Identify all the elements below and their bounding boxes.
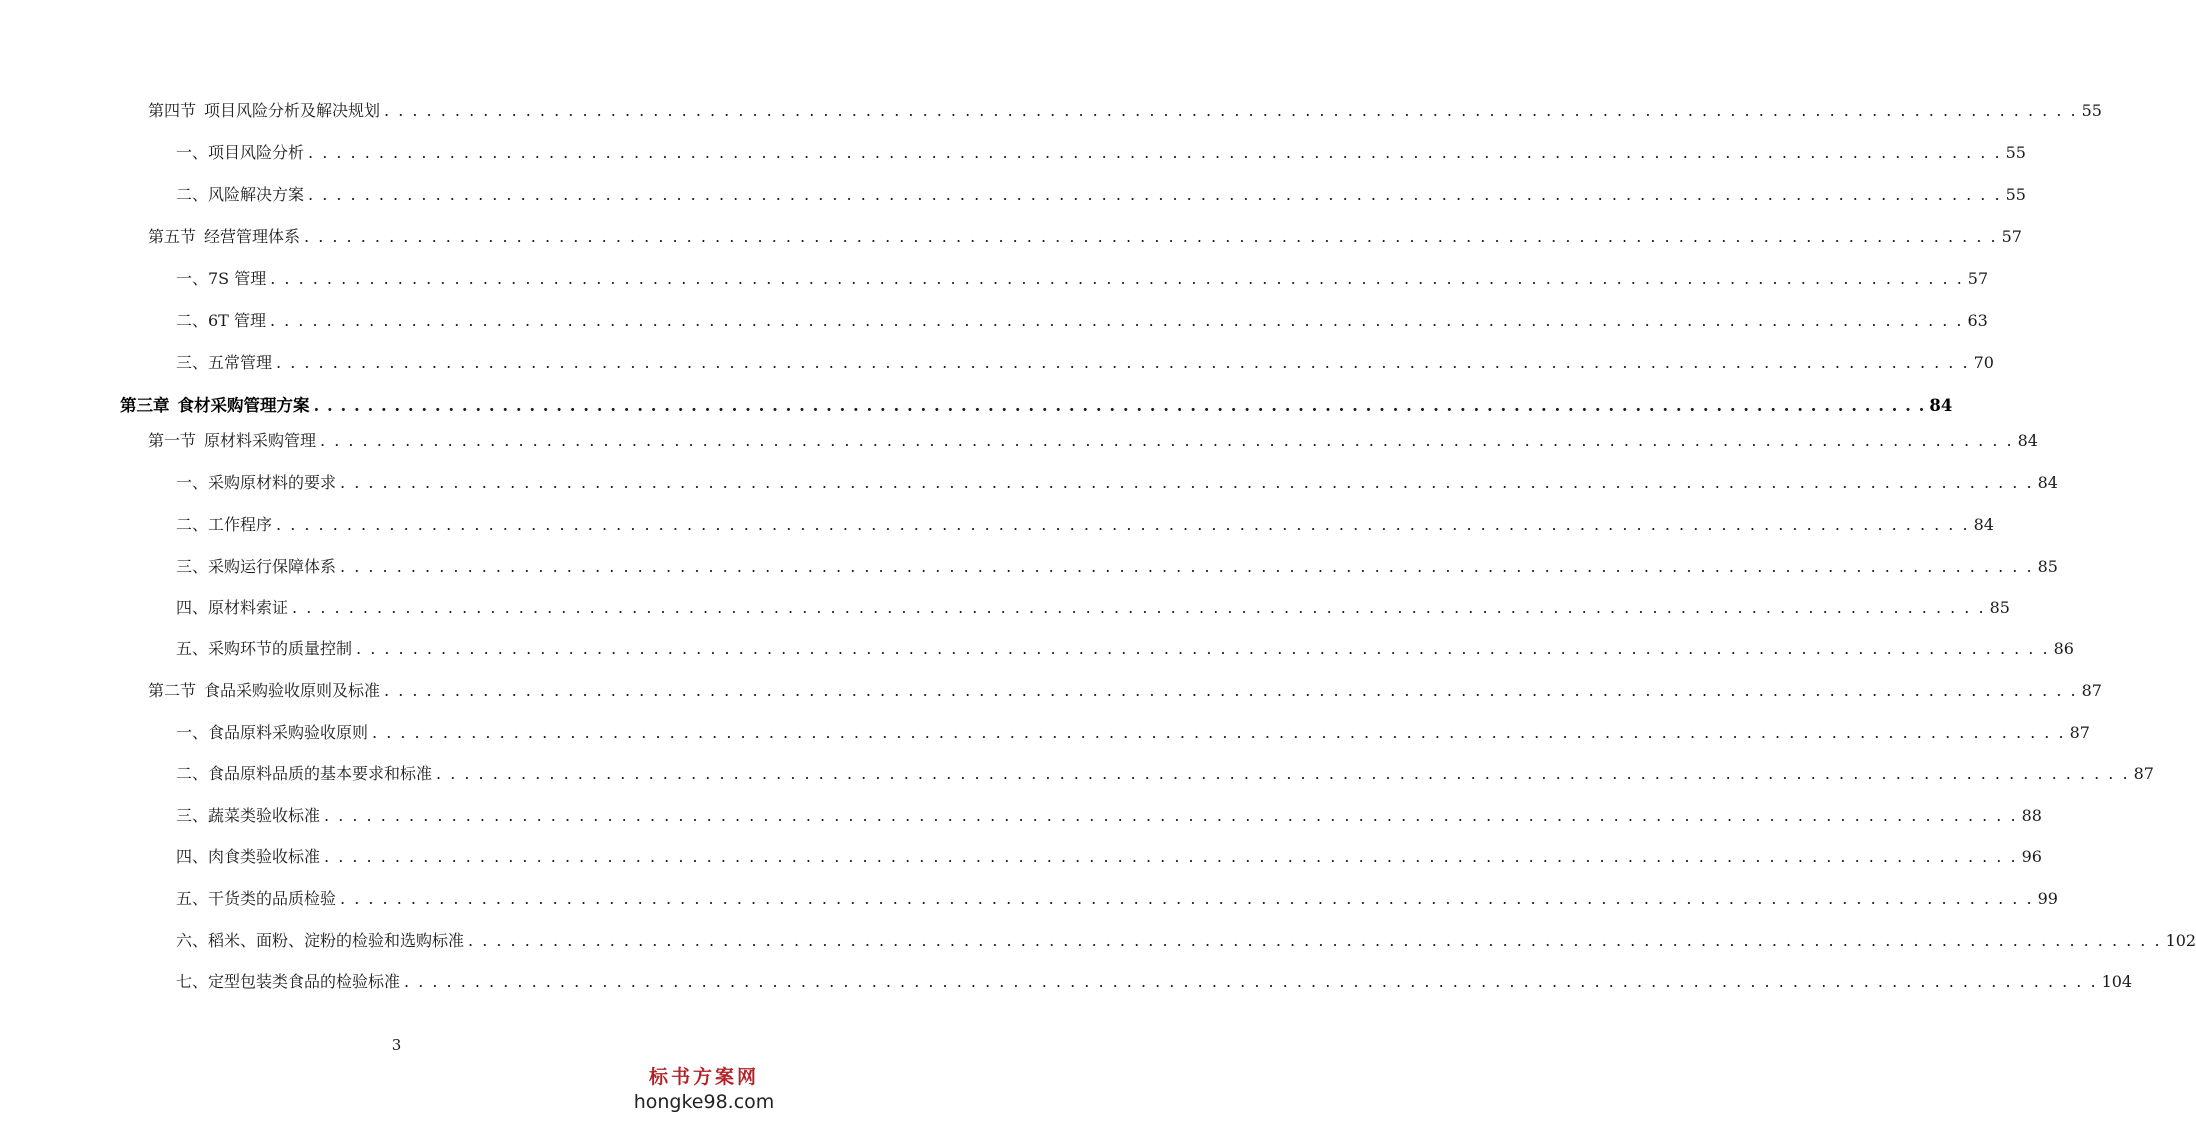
toc-subsection-entry	[176, 138, 2026, 168]
toc-entry-number: 第一节	[148, 431, 197, 450]
toc-chapter-entry	[120, 391, 1953, 421]
toc-entry-number: 第五节	[148, 227, 197, 246]
toc-entry-title: 原材料采购管理	[204, 431, 317, 450]
toc-entry-title: 五、采购环节的质量控制	[176, 639, 353, 658]
page-number: 3	[391, 1036, 402, 1054]
watermark-name: 标书方案网	[648, 1066, 759, 1088]
toc-subsection-entry	[176, 967, 2133, 997]
toc-dot-leader: . . . . . . . . . . . . . . . . . . . . . . . . . . . . . . . . . . . . . . . . . . . . . . . . . . . . . . . . . . . . . . . . . . . . . . . . . . . . . . . . . . . . . . . . . . . . . . . . . . . . . . . . . . . . . . . . . . . . . . . .	[324, 806, 2018, 825]
toc-dot-leader: . . . . . . . . . . . . . . . . . . . . . . . . . . . . . . . . . . . . . . . . . . . . . . . . . . . . . . . . . . . . . . . . . . . . . . . . . . . . . . . . . . . . . . . . . . . . . . . . . . . . . . . . . . . . . . . . . . . . . . . .	[276, 353, 1970, 372]
toc-subsection-entry	[176, 180, 2026, 210]
watermark-url: hongke98.com	[633, 1091, 775, 1113]
toc-dot-leader: . . . . . . . . . . . . . . . . . . . . . . . . . . . . . . . . . . . . . . . . . . . . . . . . . . . . . . . . . . . . . . . . . . . . . . . . . . . . . . . . . . . . . . . . . . . . . . . . . . . . . . . . . . . . . . . . . . . . . . . .	[270, 269, 1964, 288]
toc-subsection-entry	[176, 801, 2042, 831]
toc-entry-title: 一、采购原材料的要求	[176, 473, 337, 492]
toc-entry-title: 四、原材料索证	[176, 598, 289, 617]
toc-dot-leader: . . . . . . . . . . . . . . . . . . . . . . . . . . . . . . . . . . . . . . . . . . . . . . . . . . . . . . . . . . . . . . . . . . . . . . . . . . . . . . . . . . . . . . . . . . . . . . . . . . . . . . . . . . . . . . . . . . . . . . . .	[356, 639, 2050, 658]
toc-subsection-entry	[176, 306, 1988, 336]
toc-dot-leader: . . . . . . . . . . . . . . . . . . . . . . . . . . . . . . . . . . . . . . . . . . . . . . . . . . . . . . . . . . . . . . . . . . . . . . . . . . . . . . . . . . . . . . . . . . . . . . . . . . . . . . . . . . . . . . . . . . . . . . . .	[384, 681, 2078, 700]
toc-section-entry	[148, 426, 2038, 456]
toc-dot-leader: . . . . . . . . . . . . . . . . . . . . . . . . . . . . . . . . . . . . . . . . . . . . . . . . . . . . . . . . . . . . . . . . . . . . . . . . . . . . . . . . . . . . . . . . . . . . . . . . . . . . . . . . . . . . . . . . . . . . . . . .	[372, 723, 2066, 742]
toc-entry-title: 一、7S 管理	[176, 269, 267, 288]
toc-dot-leader: . . . . . . . . . . . . . . . . . . . . . . . . . . . . . . . . . . . . . . . . . . . . . . . . . . . . . . . . . . . . . . . . . . . . . . . . . . . . . . . . . . . . . . . . . . . . . . . . . . . . . . . . . . . . . . . . . . . . . . . .	[436, 764, 2130, 783]
toc-entry-title: 三、五常管理	[176, 353, 273, 372]
toc-dot-leader: . . . . . . . . . . . . . . . . . . . . . . . . . . . . . . . . . . . . . . . . . . . . . . . . . . . . . . . . . . . . . . . . . . . . . . . . . . . . . . . . . . . . . . . . . . . . . . . . . . . . . . . . . . . . . . . . . . . . . . . .	[340, 557, 2034, 576]
toc-dot-leader: . . . . . . . . . . . . . . . . . . . . . . . . . . . . . . . . . . . . . . . . . . . . . . . . . . . . . . . . . . . . . . . . . . . . . . . . . . . . . . . . . . . . . . . . . . . . . . . . . . . . . . . . . . . . . . . . . . . . . . . .	[276, 515, 1970, 534]
toc-entry-title: 六、稻米、面粉、淀粉的检验和选购标准	[176, 931, 465, 950]
toc-subsection-entry	[176, 842, 2042, 872]
toc-entry-number: 第四节	[148, 101, 197, 120]
toc-dot-leader: . . . . . . . . . . . . . . . . . . . . . . . . . . . . . . . . . . . . . . . . . . . . . . . . . . . . . . . . . . . . . . . . . . . . . . . . . . . . . . . . . . . . . . . . . . . . . . . . . . . . . . . . . . . . . . . . . . . . . . . .	[468, 931, 2162, 950]
toc-dot-leader: . . . . . . . . . . . . . . . . . . . . . . . . . . . . . . . . . . . . . . . . . . . . . . . . . . . . . . . . . . . . . . . . . . . . . . . . . . . . . . . . . . . . . . . . . . . . . . . . . . . . . . . . . . . . . . . . . . . . . . . .	[269, 311, 1964, 330]
toc-entry-title: 食品采购验收原则及标准	[204, 681, 381, 700]
toc-dot-leader: . . . . . . . . . . . . . . . . . . . . . . . . . . . . . . . . . . . . . . . . . . . . . . . . . . . . . . . . . . . . . . . . . . . . . . . . . . . . . . . . . . . . . . . . . . . . . . . . . . . . . . . . . . . . . . . . . . . . . . . .	[292, 598, 1986, 617]
toc-entry-title: 四、肉食类验收标准	[176, 847, 321, 866]
toc-dot-leader: . . . . . . . . . . . . . . . . . . . . . . . . . . . . . . . . . . . . . . . . . . . . . . . . . . . . . . . . . . . . . . . . . . . . . . . . . . . . . . . . . . . . . . . . . . . . . . . . . . . . . . . . . . . . . . . . . . . . . . . .	[384, 101, 2078, 120]
toc-entry-page: 104	[2101, 972, 2133, 991]
toc-section-entry	[148, 222, 2022, 252]
toc-entry-title: 二、食品原料品质的基本要求和标准	[176, 764, 433, 783]
watermark	[629, 1064, 779, 1114]
toc-entry-page: 96	[2021, 847, 2042, 866]
toc-subsection-entry	[176, 593, 2010, 623]
toc-entry-page: 55	[2005, 143, 2026, 162]
toc-entry-page: 102	[2165, 931, 2196, 950]
toc-entry-title: 三、蔬菜类验收标准	[176, 806, 321, 825]
toc-subsection-entry	[176, 926, 2196, 956]
toc-entry-page: 85	[2037, 557, 2058, 576]
toc-entry-title: 五、干货类的品质检验	[176, 889, 337, 908]
toc-entry-title: 七、定型包装类食品的检验标准	[176, 972, 401, 991]
toc-entry-title: 二、工作程序	[176, 515, 273, 534]
toc-entry-page: 57	[1967, 269, 1989, 288]
toc-entry-page: 55	[2081, 101, 2102, 120]
toc-entry-page: 57	[2001, 227, 2022, 246]
toc-subsection-entry	[176, 634, 2074, 664]
toc-entry-title: 三、采购运行保障体系	[176, 557, 337, 576]
toc-subsection-entry	[176, 884, 2058, 914]
toc-entry-page: 87	[2081, 681, 2102, 700]
toc-dot-leader: . . . . . . . . . . . . . . . . . . . . . . . . . . . . . . . . . . . . . . . . . . . . . . . . . . . . . . . . . . . . . . . . . . . . . . . . . . . . . . . . . . . . . . . . . . . . . . . . . . . . . . . . . . . . . . . . . . . . . . . .	[324, 847, 2018, 866]
toc-dot-leader: . . . . . . . . . . . . . . . . . . . . . . . . . . . . . . . . . . . . . . . . . . . . . . . . . . . . . . . . . . . . . . . . . . . . . . . . . . . . . . . . . . . . . . . . . . . . . . . . . . . . . . . . . . . . . . . . . . . . . . . .	[308, 143, 2002, 162]
toc-dot-leader: . . . . . . . . . . . . . . . . . . . . . . . . . . . . . . . . . . . . . . . . . . . . . . . . . . . . . . . . . . . . . . . . . . . . . . . . . . . . . . . . . . . . . . . . . . . . . . . . . . . . . . . . . . . . . . . . . . . . . . . .	[320, 431, 2014, 450]
toc-dot-leader: . . . . . . . . . . . . . . . . . . . . . . . . . . . . . . . . . . . . . . . . . . . . . . . . . . . . . . . . . . . . . . . . . . . . . . . . . . . . . . . . . . . . . . . . . . . . . . . . . . . . . . . . . . . . . . . . . . . . . . . .	[304, 227, 1998, 246]
toc-subsection-entry	[176, 510, 1994, 540]
toc-entry-number: 第二节	[148, 681, 197, 700]
toc-subsection-entry	[176, 264, 1989, 294]
toc-entry-title: 二、风险解决方案	[176, 185, 305, 204]
toc-dot-leader: . . . . . . . . . . . . . . . . . . . . . . . . . . . . . . . . . . . . . . . . . . . . . . . . . . . . . . . . . . . . . . . . . . . . . . . . . . . . . . . . . . . . . . . . . . . . . . . . . . . . . . . . . . . . . . . . . . . . . . . .	[313, 396, 1926, 415]
toc-dot-leader: . . . . . . . . . . . . . . . . . . . . . . . . . . . . . . . . . . . . . . . . . . . . . . . . . . . . . . . . . . . . . . . . . . . . . . . . . . . . . . . . . . . . . . . . . . . . . . . . . . . . . . . . . . . . . . . . . . . . . . . .	[308, 185, 2002, 204]
toc-entry-title: 项目风险分析及解决规划	[204, 101, 381, 120]
toc-entry-page: 84	[1973, 515, 1994, 534]
toc-subsection-entry	[176, 552, 2058, 582]
toc-entry-page: 87	[2069, 723, 2090, 742]
toc-entry-page: 70	[1973, 353, 1994, 372]
toc-entry-page: 55	[2005, 185, 2026, 204]
toc-entry-title: 食材采购管理方案	[177, 396, 310, 415]
toc-subsection-entry	[176, 759, 2154, 789]
toc-entry-title: 经营管理体系	[204, 227, 301, 246]
toc-dot-leader: . . . . . . . . . . . . . . . . . . . . . . . . . . . . . . . . . . . . . . . . . . . . . . . . . . . . . . . . . . . . . . . . . . . . . . . . . . . . . . . . . . . . . . . . . . . . . . . . . . . . . . . . . . . . . . . . . . . . . . . .	[404, 972, 2098, 991]
toc-entry-page: 84	[1929, 396, 1953, 415]
toc-entry-title: 二、6T 管理	[176, 311, 266, 330]
toc-entry-page: 88	[2021, 806, 2042, 825]
toc-dot-leader: . . . . . . . . . . . . . . . . . . . . . . . . . . . . . . . . . . . . . . . . . . . . . . . . . . . . . . . . . . . . . . . . . . . . . . . . . . . . . . . . . . . . . . . . . . . . . . . . . . . . . . . . . . . . . . . . . . . . . . . .	[340, 889, 2034, 908]
toc-entry-page: 63	[1967, 311, 1988, 330]
toc-dot-leader: . . . . . . . . . . . . . . . . . . . . . . . . . . . . . . . . . . . . . . . . . . . . . . . . . . . . . . . . . . . . . . . . . . . . . . . . . . . . . . . . . . . . . . . . . . . . . . . . . . . . . . . . . . . . . . . . . . . . . . . .	[340, 473, 2034, 492]
toc-subsection-entry	[176, 348, 1994, 378]
toc-entry-page: 99	[2037, 889, 2058, 908]
toc-entry-page: 84	[2017, 431, 2038, 450]
toc-entry-title: 一、项目风险分析	[176, 143, 305, 162]
toc-subsection-entry	[176, 718, 2090, 748]
toc-section-entry	[148, 676, 2102, 706]
toc-entry-page: 87	[2133, 764, 2154, 783]
toc-entry-title: 一、食品原料采购验收原则	[176, 723, 369, 742]
toc-entry-page: 86	[2053, 639, 2074, 658]
toc-section-entry	[148, 96, 2102, 126]
toc-entry-number: 第三章	[120, 396, 170, 415]
toc-subsection-entry	[176, 468, 2058, 498]
toc-entry-page: 84	[2037, 473, 2058, 492]
toc-entry-page: 85	[1989, 598, 2010, 617]
